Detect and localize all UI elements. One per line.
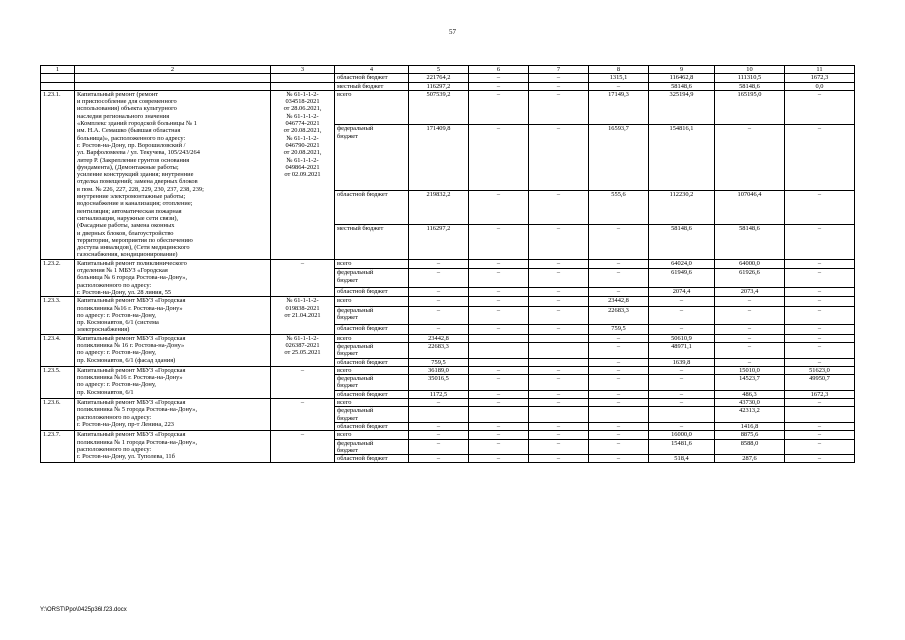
amount-cell: – <box>649 366 715 374</box>
amount-cell: 16000,0 <box>649 431 715 439</box>
amount-cell: – <box>469 366 529 374</box>
table-row <box>41 334 855 342</box>
amount-cell: 1672,3 <box>785 390 855 398</box>
amount-cell: – <box>409 269 469 287</box>
amount-cell: 23442,8 <box>589 297 649 307</box>
document-reference: – <box>271 431 335 463</box>
column-number-header: 4 <box>335 66 409 74</box>
column-number-header: 7 <box>529 66 589 74</box>
table-row <box>41 399 855 407</box>
table-cell: 1315,1 <box>589 74 649 82</box>
amount-cell: – <box>529 325 589 335</box>
table-cell: – <box>529 82 589 90</box>
amount-cell: – <box>589 287 649 297</box>
table-row <box>41 259 855 269</box>
file-path-footer: Y:\ORST\Ppo\0425p36l.f23.docx <box>40 607 127 613</box>
amount-cell: – <box>409 287 469 297</box>
amount-cell <box>469 407 529 423</box>
amount-cell: 58148,6 <box>715 225 785 260</box>
amount-cell: 325194,9 <box>649 90 715 125</box>
amount-cell: – <box>469 125 529 190</box>
amount-cell: – <box>529 259 589 269</box>
amount-cell: – <box>469 287 529 297</box>
amount-cell: – <box>785 190 855 225</box>
funding-source: областной бюджет <box>335 455 409 463</box>
amount-cell: – <box>469 225 529 260</box>
item-description: Капитальный ремонт МБУЗ «Городская поликлиника №16 г. Ростова-на-Дону» по адресу: г. Ростов-на-Дону, пр. Космонавтов, 6/1 <box>75 366 271 398</box>
amount-cell <box>529 334 589 342</box>
amount-cell: – <box>469 297 529 307</box>
amount-cell: – <box>529 306 589 324</box>
amount-cell: – <box>409 325 469 335</box>
amount-cell: – <box>409 431 469 439</box>
table-cell: – <box>589 82 649 90</box>
amount-cell: 64000,0 <box>715 259 785 269</box>
amount-cell: 61949,6 <box>649 269 715 287</box>
amount-cell: 22683,3 <box>589 306 649 324</box>
amount-cell: – <box>649 297 715 307</box>
amount-cell: – <box>785 422 855 430</box>
amount-cell: – <box>649 306 715 324</box>
amount-cell: – <box>529 125 589 190</box>
table-cell: – <box>469 82 529 90</box>
amount-cell: – <box>529 90 589 125</box>
table-cell: – <box>529 74 589 82</box>
funding-source: всего <box>335 431 409 439</box>
funding-source: федеральный бюджет <box>335 125 409 190</box>
amount-cell: – <box>409 306 469 324</box>
amount-cell: – <box>529 455 589 463</box>
amount-cell: – <box>589 225 649 260</box>
amount-cell: – <box>589 259 649 269</box>
funding-source: федеральный бюджет <box>335 342 409 358</box>
amount-cell: – <box>649 399 715 407</box>
amount-cell: 14523,7 <box>715 375 785 391</box>
amount-cell: 154816,1 <box>649 125 715 190</box>
amount-cell: – <box>785 306 855 324</box>
table-cell <box>271 74 335 82</box>
amount-cell: 287,6 <box>715 455 785 463</box>
funding-source: федеральный бюджет <box>335 269 409 287</box>
amount-cell: – <box>409 439 469 455</box>
amount-cell: – <box>409 399 469 407</box>
funding-source: всего <box>335 366 409 374</box>
amount-cell: – <box>785 125 855 190</box>
amount-cell: – <box>649 325 715 335</box>
page-number: 57 <box>449 28 456 36</box>
funding-source: областной бюджет <box>335 390 409 398</box>
amount-cell: – <box>589 390 649 398</box>
amount-cell: 16593,7 <box>589 125 649 190</box>
funding-source: всего <box>335 297 409 307</box>
table-cell <box>41 82 75 90</box>
item-description: Капитальный ремонт МБУЗ «Городская поликлиника № 1 города Ростова-на-Дону», расположенного по адресу: г. Ростов-на-Дону, ул. Туполева, 11б <box>75 431 271 463</box>
table-cell: 58148,6 <box>715 82 785 90</box>
amount-cell: – <box>785 342 855 358</box>
amount-cell: 759,5 <box>409 358 469 366</box>
item-number: 1.23.6. <box>41 399 75 431</box>
table-cell: 58148,6 <box>649 82 715 90</box>
amount-cell: 107046,4 <box>715 190 785 225</box>
amount-cell: – <box>589 342 649 358</box>
amount-cell <box>469 358 529 366</box>
amount-cell: – <box>589 269 649 287</box>
amount-cell: – <box>469 439 529 455</box>
amount-cell: – <box>469 190 529 225</box>
header-row <box>41 66 855 74</box>
table-cell: 116297,2 <box>409 82 469 90</box>
item-description: Капитальный ремонт (ремонт и приспособление для современного использования) объекта культурного наследия регионального значения «Комплекс зданий городской больницы № 1 им. Н.А. Семашко (бывшая областная больница)», расположенного по адресу: г. Ростов-на-Дону, пр. Ворошиловский / ул. Варфоломеева / ул. Текучева, 105/243/264 литер Р. (Закрепление грунтов основания фундамента), (Демонтажные работы; усиление конструкций здания; внутренние отделка помещений; замена дверных блоков в пом. № 226, 227, 228, 229, 230, 237, 238, 239; внутренние электромонтажные работы; водоснабжение и канализация; отопление; вентиляция; автоматическая пожарная сигнализация, наружные сети связи), (Фасадные работы, замена оконных и дверных блоков, благоустройство территории, мероприятия по обеспечению доступа инвалидов), (Сети медицинского газоснабжения, кондиционирование) <box>75 90 271 259</box>
amount-cell: – <box>469 375 529 391</box>
amount-cell: – <box>785 358 855 366</box>
item-description: Капитальный ремонт МБУЗ «Городская поликлиника № 16 г. Ростова-на-Дону» по адресу: г. Ростов-на-Дону, пр. Космонавтов, 6/1 (фасад здания) <box>75 334 271 366</box>
amount-cell: – <box>469 455 529 463</box>
amount-cell: – <box>469 431 529 439</box>
amount-cell <box>529 407 589 423</box>
table-cell: 111310,5 <box>715 74 785 82</box>
amount-cell: – <box>589 375 649 391</box>
document-reference: – <box>271 259 335 296</box>
amount-cell: – <box>785 439 855 455</box>
budget-table <box>40 65 855 463</box>
amount-cell: – <box>529 375 589 391</box>
column-number-header: 10 <box>715 66 785 74</box>
amount-cell: 22683,3 <box>409 342 469 358</box>
amount-cell: – <box>785 431 855 439</box>
amount-cell: – <box>409 455 469 463</box>
amount-cell: – <box>785 334 855 342</box>
amount-cell: – <box>715 342 785 358</box>
table-cell: областной бюджет <box>335 74 409 82</box>
table-cell: местный бюджет <box>335 82 409 90</box>
amount-cell: 8588,0 <box>715 439 785 455</box>
amount-cell: 48971,1 <box>649 342 715 358</box>
amount-cell: 49950,7 <box>785 375 855 391</box>
funding-source: местный бюджет <box>335 225 409 260</box>
amount-cell: 64024,0 <box>649 259 715 269</box>
amount-cell: – <box>715 325 785 335</box>
funding-source: всего <box>335 399 409 407</box>
column-number-header: 3 <box>271 66 335 74</box>
amount-cell: – <box>529 399 589 407</box>
amount-cell: – <box>469 259 529 269</box>
amount-cell: 1416,8 <box>715 422 785 430</box>
table-cell: – <box>469 74 529 82</box>
amount-cell: – <box>715 334 785 342</box>
amount-cell: 116297,2 <box>409 225 469 260</box>
amount-cell <box>649 407 715 423</box>
column-number-header: 1 <box>41 66 75 74</box>
amount-cell: – <box>469 306 529 324</box>
amount-cell <box>785 407 855 423</box>
item-number: 1.23.7. <box>41 431 75 463</box>
column-number-header: 11 <box>785 66 855 74</box>
document-reference: – <box>271 399 335 431</box>
table-row <box>41 366 855 374</box>
amount-cell: – <box>589 422 649 430</box>
amount-cell: – <box>785 259 855 269</box>
column-number-header: 9 <box>649 66 715 74</box>
amount-cell: 42313,2 <box>715 407 785 423</box>
amount-cell: – <box>715 125 785 190</box>
amount-cell: – <box>589 358 649 366</box>
amount-cell: 1639,8 <box>649 358 715 366</box>
amount-cell: 15010,0 <box>715 366 785 374</box>
amount-cell: – <box>469 269 529 287</box>
amount-cell: 555,6 <box>589 190 649 225</box>
item-number: 1.23.1. <box>41 90 75 259</box>
amount-cell: 165195,0 <box>715 90 785 125</box>
amount-cell: 43730,0 <box>715 399 785 407</box>
amount-cell: – <box>529 190 589 225</box>
funding-source: всего <box>335 259 409 269</box>
amount-cell: – <box>589 455 649 463</box>
document-reference: № 61-1-1-2- 026387-2021 от 25.05.2021 <box>271 334 335 366</box>
amount-cell: – <box>785 297 855 307</box>
document-reference: – <box>271 366 335 398</box>
amount-cell: – <box>469 399 529 407</box>
column-number-header: 5 <box>409 66 469 74</box>
amount-cell <box>409 407 469 423</box>
amount-cell: – <box>469 90 529 125</box>
amount-cell: – <box>529 439 589 455</box>
amount-cell: 507539,2 <box>409 90 469 125</box>
amount-cell: – <box>715 358 785 366</box>
amount-cell: – <box>649 422 715 430</box>
amount-cell: – <box>589 439 649 455</box>
table-cell <box>41 74 75 82</box>
item-description: Капитальный ремонт МБУЗ «Городская поликлиника № 5 города Ростова-на-Дону», расположенного по адресу: г. Ростов-на-Дону, пр-т Ленина, 223 <box>75 399 271 431</box>
amount-cell: 171409,8 <box>409 125 469 190</box>
amount-cell: – <box>649 375 715 391</box>
document-reference: № 61-1-1-2- 019838-2021 от 21.04.2021 <box>271 297 335 334</box>
amount-cell: – <box>785 325 855 335</box>
amount-cell: – <box>469 422 529 430</box>
amount-cell: – <box>715 306 785 324</box>
column-number-header: 8 <box>589 66 649 74</box>
amount-cell: – <box>529 390 589 398</box>
funding-source: областной бюджет <box>335 422 409 430</box>
amount-cell: – <box>529 287 589 297</box>
funding-source: всего <box>335 334 409 342</box>
table-cell: 0,0 <box>785 82 855 90</box>
amount-cell <box>589 407 649 423</box>
amount-cell: 8875,6 <box>715 431 785 439</box>
amount-cell: 58148,6 <box>649 225 715 260</box>
item-number: 1.23.4. <box>41 334 75 366</box>
amount-cell: 219832,2 <box>409 190 469 225</box>
amount-cell: 17149,3 <box>589 90 649 125</box>
table-cell <box>75 82 271 90</box>
amount-cell: 36189,0 <box>409 366 469 374</box>
amount-cell: 759,5 <box>589 325 649 335</box>
item-number: 1.23.3. <box>41 297 75 334</box>
amount-cell <box>469 342 529 358</box>
amount-cell: – <box>529 225 589 260</box>
amount-cell: – <box>649 390 715 398</box>
amount-cell: – <box>785 269 855 287</box>
amount-cell: 112230,2 <box>649 190 715 225</box>
amount-cell: – <box>715 297 785 307</box>
amount-cell: – <box>589 399 649 407</box>
amount-cell: – <box>785 287 855 297</box>
amount-cell: – <box>409 422 469 430</box>
amount-cell <box>469 334 529 342</box>
amount-cell: 61926,6 <box>715 269 785 287</box>
amount-cell <box>529 342 589 358</box>
table-row <box>41 90 855 125</box>
table-cell <box>75 74 271 82</box>
funding-source: федеральный бюджет <box>335 407 409 423</box>
item-number: 1.23.2. <box>41 259 75 296</box>
amount-cell: – <box>785 399 855 407</box>
amount-cell: 23442,8 <box>409 334 469 342</box>
amount-cell: 1172,5 <box>409 390 469 398</box>
amount-cell: – <box>785 455 855 463</box>
document-reference: № 61-1-1-2- 034518-2021 от 28.06.2021, № 61-1-1-2- 046774-2021 от 20.08.2021, № 61-1-1-2- 046790-2021 от 20.08.2021, № 61-1-1-2- 049864-2021 от 02.09.2021 <box>271 90 335 259</box>
table-cell: 1672,3 <box>785 74 855 82</box>
amount-cell: 51623,0 <box>785 366 855 374</box>
amount-cell: 35016,5 <box>409 375 469 391</box>
amount-cell: – <box>529 297 589 307</box>
amount-cell: – <box>469 390 529 398</box>
funding-source: федеральный бюджет <box>335 306 409 324</box>
item-description: Капитальный ремонт поликлинического отделения № 1 МБУЗ «Городская больница № 6 города Ростова-на-Дону», расположенного по адресу: г. Ростов-на-Дону, ул. 28 линия, 55 <box>75 259 271 296</box>
funding-source: областной бюджет <box>335 287 409 297</box>
table-cell: 221764,2 <box>409 74 469 82</box>
amount-cell: – <box>529 431 589 439</box>
amount-cell: – <box>529 269 589 287</box>
funding-source: областной бюджет <box>335 190 409 225</box>
item-number: 1.23.5. <box>41 366 75 398</box>
amount-cell: 2073,4 <box>715 287 785 297</box>
table-row <box>41 297 855 307</box>
table-row <box>41 431 855 439</box>
amount-cell: – <box>785 225 855 260</box>
funding-source: федеральный бюджет <box>335 375 409 391</box>
amount-cell: – <box>589 431 649 439</box>
funding-source: областной бюджет <box>335 325 409 335</box>
amount-cell: – <box>589 366 649 374</box>
amount-cell: – <box>469 325 529 335</box>
amount-cell: – <box>529 366 589 374</box>
table-cell: 116462,8 <box>649 74 715 82</box>
amount-cell: 518,4 <box>649 455 715 463</box>
amount-cell <box>529 358 589 366</box>
funding-source: федеральный бюджет <box>335 439 409 455</box>
column-number-header: 2 <box>75 66 271 74</box>
amount-cell: 486,3 <box>715 390 785 398</box>
amount-cell: 50610,9 <box>649 334 715 342</box>
table-row <box>41 74 855 82</box>
amount-cell: – <box>409 259 469 269</box>
amount-cell: – <box>529 422 589 430</box>
funding-source: всего <box>335 90 409 125</box>
amount-cell: – <box>785 90 855 125</box>
item-description: Капитальный ремонт МБУЗ «Городская поликлиника №16 г. Ростова-на-Дону» по адресу: г. Ростов-на-Дону, пр. Космонавтов, 6/1 (система электроснабжения) <box>75 297 271 334</box>
column-number-header: 6 <box>469 66 529 74</box>
amount-cell: – <box>409 297 469 307</box>
funding-source: областной бюджет <box>335 358 409 366</box>
amount-cell: 2074,4 <box>649 287 715 297</box>
amount-cell: – <box>589 334 649 342</box>
amount-cell: 15481,6 <box>649 439 715 455</box>
table-cell <box>271 82 335 90</box>
table-row <box>41 82 855 90</box>
